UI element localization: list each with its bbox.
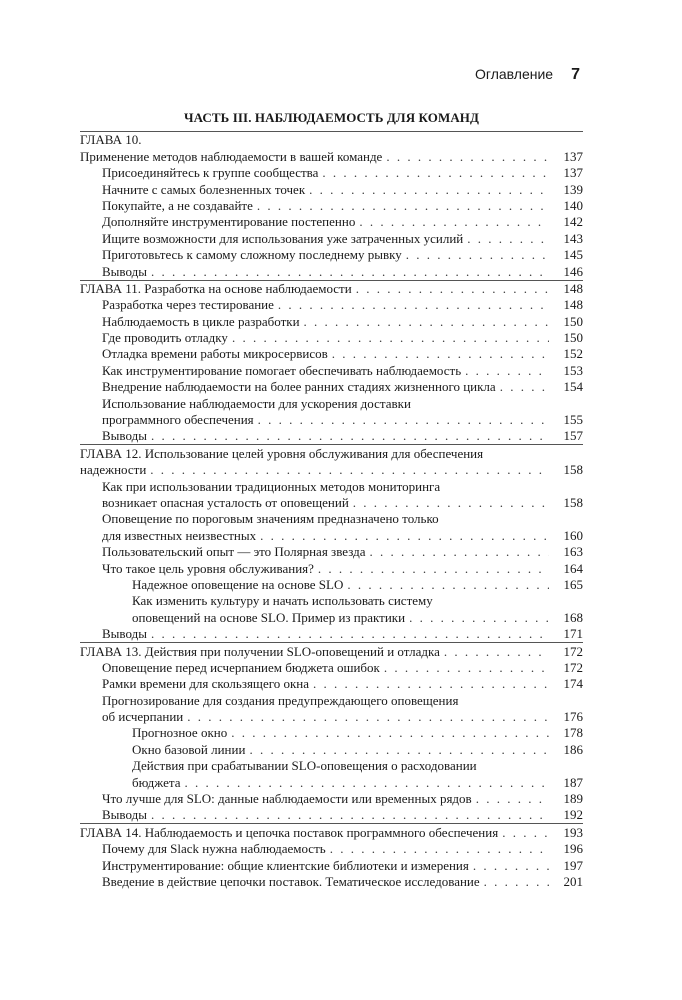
toc-page-number: 193 xyxy=(563,824,583,840)
running-head-section: Оглавление xyxy=(475,66,554,82)
toc-entry-title: надежности xyxy=(80,462,147,478)
toc-entry xyxy=(80,593,583,609)
toc-page-number: 168 xyxy=(563,609,583,625)
toc-entry-title: Как при использовании традиционных методов мониторинга xyxy=(102,478,441,494)
toc-entry xyxy=(80,577,583,593)
leader-dots xyxy=(304,314,549,330)
leader-dots xyxy=(278,297,549,313)
leader-dots xyxy=(409,610,549,626)
toc-entry-title: Оповещение по пороговым значениям предназначено только xyxy=(102,511,439,527)
chapter-heading xyxy=(80,132,583,148)
leader-dots xyxy=(406,247,549,263)
toc-entry xyxy=(80,230,583,246)
leader-dots xyxy=(258,412,549,428)
toc-entry-title: Действия при срабатывании SLO-оповещения о расходовании xyxy=(132,758,477,774)
toc-entry xyxy=(80,330,583,346)
toc-entry xyxy=(80,297,583,313)
toc-entry-title: Внедрение наблюдаемости на более ранних стадиях жизненного цикла xyxy=(102,379,496,395)
toc-entry-title: Как изменить культуру и начать использовать систему xyxy=(132,593,433,609)
toc-entry xyxy=(80,313,583,329)
leader-dots xyxy=(353,495,549,511)
toc-entry-title: ГЛАВА 13. Действия при получении SLO-оповещений и отладка xyxy=(80,643,440,659)
toc-entry xyxy=(80,263,583,279)
toc-entry-title: Оповещение перед исчерпанием бюджета ошибок xyxy=(102,659,380,675)
toc-page-number: 165 xyxy=(563,576,583,592)
toc-entry xyxy=(80,527,583,543)
toc-page-number: 189 xyxy=(563,791,583,807)
toc-entry-title: Разработка через тестирование xyxy=(102,297,274,313)
toc-page-number: 158 xyxy=(563,462,583,478)
toc-page-number: 192 xyxy=(563,807,583,823)
leader-dots xyxy=(260,528,549,544)
toc-page-number: 143 xyxy=(563,230,583,246)
toc-page-number: 148 xyxy=(563,297,583,313)
toc-entry xyxy=(80,857,583,873)
toc-entry-title: возникает опасная усталость от оповещений xyxy=(102,494,349,510)
toc-entry-title: Дополняйте инструментирование постепенно xyxy=(102,214,356,230)
toc-page-number: 145 xyxy=(563,247,583,263)
toc-entry xyxy=(80,214,583,230)
toc-entry xyxy=(80,774,583,790)
page-number: 7 xyxy=(571,66,580,83)
toc-entry xyxy=(80,181,583,197)
toc-entry-title: Ищите возможности для использования уже затраченных усилий xyxy=(102,230,464,246)
toc-page-number: 171 xyxy=(563,626,583,642)
leader-dots xyxy=(476,791,549,807)
toc-entry xyxy=(80,874,583,890)
toc-entry-title: ГЛАВА 14. Наблюдаемость и цепочка поставок программного обеспечения xyxy=(80,824,499,840)
leader-dots xyxy=(356,281,549,297)
leader-dots xyxy=(322,165,549,181)
toc-entry-title: ГЛАВА 10. xyxy=(80,132,142,148)
toc-page-number: 148 xyxy=(563,280,583,296)
toc-entry xyxy=(80,346,583,362)
leader-dots xyxy=(187,709,549,725)
leader-dots xyxy=(151,428,549,444)
leader-dots xyxy=(467,231,549,247)
toc-entry xyxy=(80,741,583,757)
toc-entry xyxy=(80,412,583,428)
toc-page-number: 150 xyxy=(563,330,583,346)
toc-entry-title: Использование наблюдаемости для ускорения доставки xyxy=(102,395,411,411)
toc-entry xyxy=(80,807,583,823)
leader-dots xyxy=(151,626,549,642)
leader-dots xyxy=(151,807,549,823)
leader-dots xyxy=(502,825,549,841)
toc-entry xyxy=(80,560,583,576)
leader-dots xyxy=(500,379,549,395)
leader-dots xyxy=(359,214,549,230)
toc-entry xyxy=(80,511,583,527)
toc-page-number: 172 xyxy=(563,643,583,659)
toc-entry-title: для известных неизвестных xyxy=(102,527,257,543)
toc-entry-title: Начните с самых болезненных точек xyxy=(102,181,306,197)
toc-entry xyxy=(80,841,583,857)
toc-entry xyxy=(80,395,583,411)
toc-page-number: 154 xyxy=(563,379,583,395)
leader-dots xyxy=(184,775,549,791)
toc-entry-title: Выводы xyxy=(102,807,147,823)
leader-dots xyxy=(231,725,549,741)
toc-entry-title: Применение методов наблюдаемости в вашей команде xyxy=(80,148,383,164)
toc-entry-title: Приготовьтесь к самому сложному последнему рывку xyxy=(102,247,402,263)
leader-dots xyxy=(386,149,549,165)
toc-page-number: 153 xyxy=(563,362,583,378)
leader-dots xyxy=(318,561,549,577)
running-head xyxy=(475,66,580,88)
table-of-contents xyxy=(80,131,583,890)
leader-dots xyxy=(369,544,549,560)
toc-entry xyxy=(80,165,583,181)
toc-entry xyxy=(80,791,583,807)
toc-page-number: 140 xyxy=(563,197,583,213)
toc-entry xyxy=(80,609,583,625)
toc-entry-title: Выводы xyxy=(102,428,147,444)
leader-dots xyxy=(249,742,549,758)
toc-entry-title: Введение в действие цепочки поставок. Тематическое исследование xyxy=(102,873,480,889)
toc-entry xyxy=(80,626,583,642)
toc-entry xyxy=(80,495,583,511)
toc-entry xyxy=(80,362,583,378)
toc-entry-title: Выводы xyxy=(102,263,147,279)
leader-dots xyxy=(465,363,549,379)
toc-entry-title: Что такое цель уровня обслуживания? xyxy=(102,560,314,576)
toc-page-number: 155 xyxy=(563,412,583,428)
toc-page-number: 137 xyxy=(563,148,583,164)
toc-entry xyxy=(80,544,583,560)
toc-entry-title: Окно базовой линии xyxy=(132,741,246,757)
chapter-heading xyxy=(80,824,583,840)
toc-entry-title: Отладка времени работы микросервисов xyxy=(102,346,328,362)
toc-entry-title: Прогнозное окно xyxy=(132,725,228,741)
toc-entry-title: Выводы xyxy=(102,626,147,642)
toc-entry-title: ГЛАВА 11. Разработка на основе наблюдаемости xyxy=(80,280,352,296)
toc-entry xyxy=(80,428,583,444)
toc-page-number: 163 xyxy=(563,544,583,560)
toc-entry-title: Инструментирование: общие клиентские библиотеки и измерения xyxy=(102,857,469,873)
toc-entry-title: Наблюдаемость в цикле разработки xyxy=(102,313,300,329)
toc-page-number: 152 xyxy=(563,346,583,362)
toc-page-number: 142 xyxy=(563,214,583,230)
chapter-heading xyxy=(80,445,583,461)
toc-entry xyxy=(80,478,583,494)
leader-dots xyxy=(484,874,549,890)
toc-page-number: 186 xyxy=(563,741,583,757)
leader-dots xyxy=(232,330,549,346)
toc-page-number: 146 xyxy=(563,263,583,279)
toc-entry-title: ГЛАВА 12. Использование целей уровня обслуживания для обеспечения xyxy=(80,445,484,461)
toc-page-number: 137 xyxy=(563,165,583,181)
chapter-heading xyxy=(80,462,583,478)
toc-entry xyxy=(80,758,583,774)
leader-dots xyxy=(330,841,549,857)
toc-entry xyxy=(80,676,583,692)
toc-entry-title: оповещений на основе SLO. Пример из практики xyxy=(132,609,406,625)
leader-dots xyxy=(473,858,549,874)
toc-page-number: 157 xyxy=(563,428,583,444)
toc-entry xyxy=(80,148,583,164)
toc-page-number: 196 xyxy=(563,841,583,857)
leader-dots xyxy=(151,264,549,280)
toc-page-number: 150 xyxy=(563,313,583,329)
toc-page-number: 174 xyxy=(563,676,583,692)
leader-dots xyxy=(309,182,549,198)
toc-entry-title: Что лучше для SLO: данные наблюдаемости или временных рядов xyxy=(102,791,472,807)
chapter-heading xyxy=(80,281,583,297)
toc-page-number: 164 xyxy=(563,560,583,576)
leader-dots xyxy=(444,644,549,660)
leader-dots xyxy=(332,346,549,362)
toc-entry-title: Рамки времени для скользящего окна xyxy=(102,676,310,692)
toc-page-number: 197 xyxy=(563,857,583,873)
leader-dots xyxy=(347,577,549,593)
leader-dots xyxy=(313,676,549,692)
toc-page-number: 160 xyxy=(563,527,583,543)
toc-entry xyxy=(80,198,583,214)
toc-entry xyxy=(80,660,583,676)
leader-dots xyxy=(257,198,549,214)
toc-entry-title: Надежное оповещение на основе SLO xyxy=(132,576,344,592)
chapter-heading xyxy=(80,643,583,659)
toc-entry-title: Как инструментирование помогает обеспечивать наблюдаемость xyxy=(102,362,462,378)
toc-entry-title: Пользовательский опыт — это Полярная звезда xyxy=(102,544,366,560)
toc-entry-title: Прогнозирование для создания предупреждающего оповещения xyxy=(102,692,459,708)
toc-page-number: 158 xyxy=(563,494,583,510)
toc-entry-title: программного обеспечения xyxy=(102,412,254,428)
toc-entry xyxy=(80,247,583,263)
toc-entry-title: Почему для Slack нужна наблюдаемость xyxy=(102,841,326,857)
toc-page-number: 178 xyxy=(563,725,583,741)
toc-page-number: 139 xyxy=(563,181,583,197)
toc-entry-title: Присоединяйтесь к группе сообщества xyxy=(102,165,319,181)
toc-page-number: 187 xyxy=(563,774,583,790)
toc-page-number: 172 xyxy=(563,659,583,675)
toc-entry xyxy=(80,709,583,725)
leader-dots xyxy=(384,660,549,676)
part-title: ЧАСТЬ III. НАБЛЮДАЕМОСТЬ ДЛЯ КОМАНД xyxy=(183,110,480,125)
toc-page-number: 176 xyxy=(563,709,583,725)
toc-entry xyxy=(80,692,583,708)
toc-entry-title: Где проводить отладку xyxy=(102,330,228,346)
toc-entry xyxy=(80,725,583,741)
toc-entry xyxy=(80,379,583,395)
leader-dots xyxy=(150,462,549,478)
toc-entry-title: об исчерпании xyxy=(102,709,184,725)
toc-page-number: 201 xyxy=(563,873,583,889)
toc-entry-title: бюджета xyxy=(132,774,181,790)
toc-entry-title: Покупайте, а не создавайте xyxy=(102,197,253,213)
